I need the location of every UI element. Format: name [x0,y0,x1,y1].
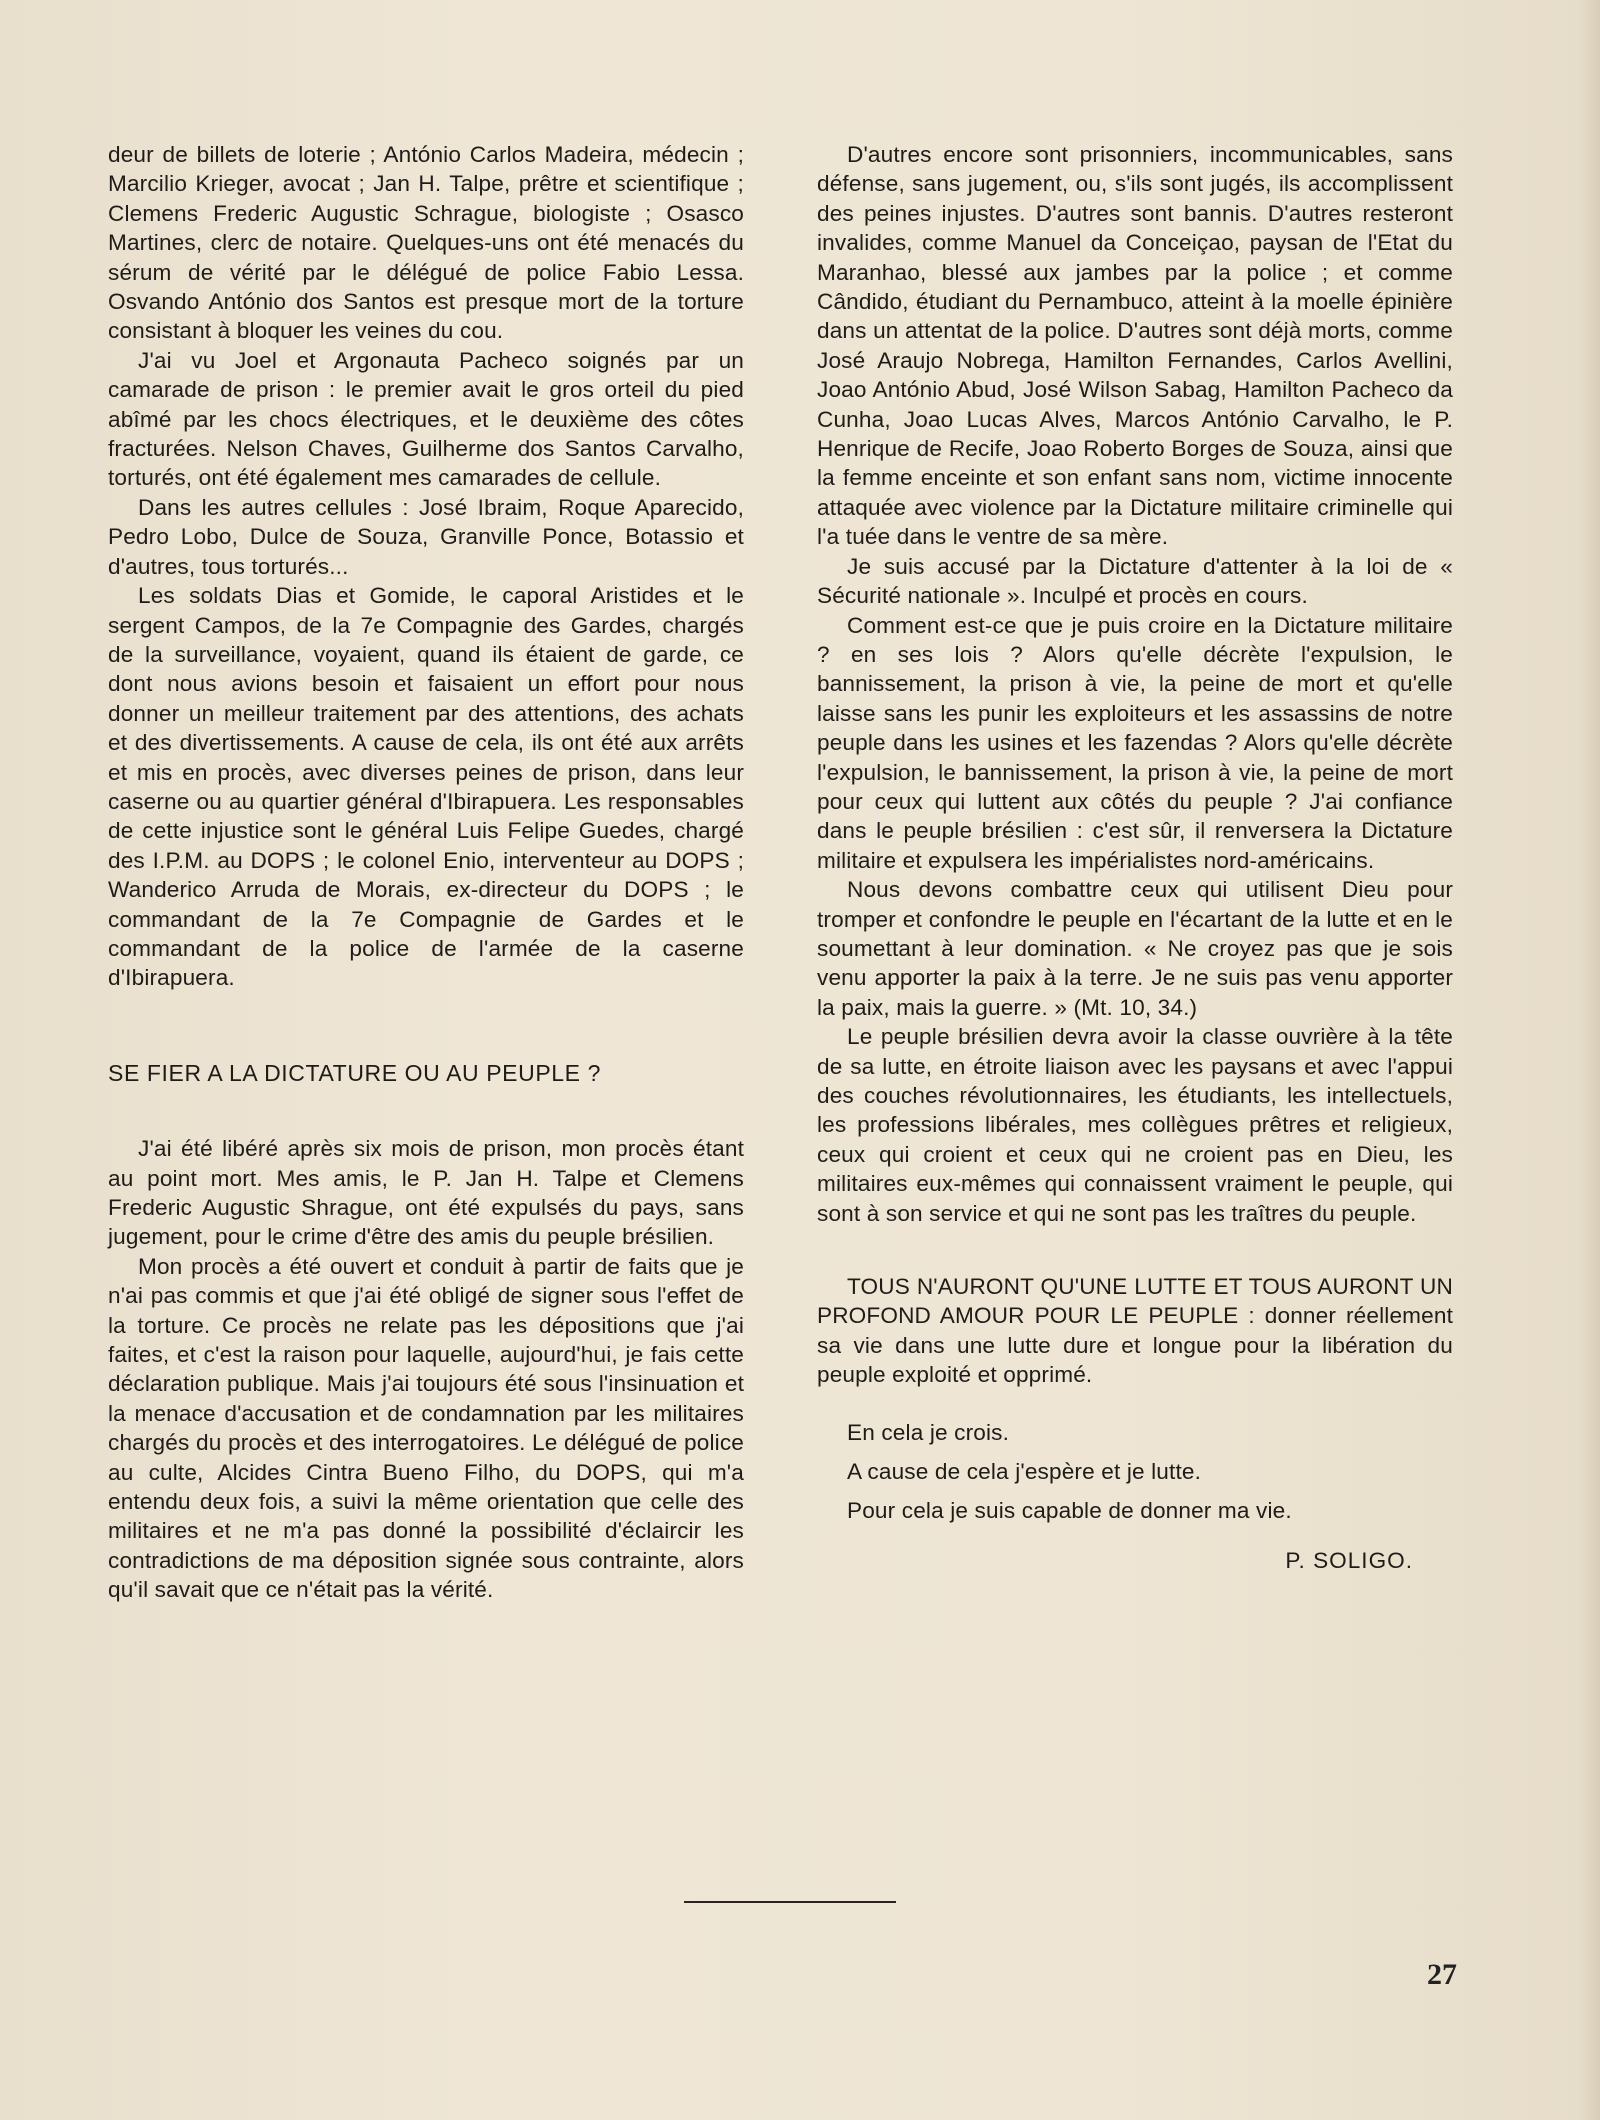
paragraph: Je suis accusé par la Dictature d'attenter à la loi de « Sécurité nationale ». Inculpé et procès en cours. [817,553,1453,609]
end-rule-divider [684,1901,896,1903]
creed-line: Pour cela je suis capable de donner ma vie. [847,1498,1292,1524]
paragraph: J'ai vu Joel et Argonauta Pacheco soignés par un camarade de prison : le premier avait le gros orteil du pied abîmé par les chocs électriques, et le deuxième des côtes fracturées. Nelson Chaves, Guilherme dos Santos Carvalho, torturés, ont été également mes camarades de cellule. [108,347,744,491]
page-edge-shadow [1578,0,1600,2120]
paragraph: Nous devons combattre ceux qui utilisent Dieu pour tromper et confondre le peuple en l'écartant de la lutte et en le soumettant à leur domination. « Ne croyez pas que je sois venu apporter la paix à la terre. Je ne suis pas venu apporter la paix, mais la guerre. » (Mt. 10, 34.) [817,877,1453,1020]
paragraph: deur de billets de loterie ; António Carlos Madeira, médecin ; Marcilio Krieger, avocat ; Jan H. Talpe, prêtre et scientifique ; Clemens Frederic Augustic Schrague, biologiste ; Osasco Martines, clerc de notaire. Quelques-uns ont été menacés du sérum de vérité par le délégué de police Fabio Lessa. Osvando António dos Santos est presque mort de la torture consistant à bloquer les veines du cou. [108,142,744,344]
paragraph: Comment est-ce que je puis croire en la Dictature militaire ? en ses lois ? Alors qu'elle décrète l'expulsion, le bannissement, la prison à vie, la peine de mort et qu'elle laisse sans les punir les exploiteurs et les assassins de notre peuple dans les usines et les fazendas ? Alors qu'elle décrète l'expulsion, le bannissement, la prison à vie, la peine de mort pour ceux qui luttent aux côtés du peuple ? J'ai confiance dans le peuple brésilien : c'est sûr, il renversera la Dictature militaire et expulsera les impérialistes nord-américains. [817,612,1453,873]
creed-line: A cause de cela j'espère et je lutte. [847,1459,1202,1485]
paragraph: Mon procès a été ouvert et conduit à partir de faits que je n'ai pas commis et que j'ai été obligé de signer sous l'effet de la torture. Ce procès ne relate pas les dépositions que j'ai faites, et c'est la raison pour laquelle, aujourd'hui, je fais cette déclaration publique. Mais j'ai toujours été sous l'insinuation et la menace d'accusation et de condamnation par les militaires chargés du procès et des interrogatoires. Le délégué de police au culte, Alcides Cintra Bueno Filho, du DOPS, qui m'a entendu deux fois, a suivi la même orientation que celle des militaires et ne m'a pas donné la possibilité d'éclaircir les contradictions de ma déposition signée sous contrainte, alors qu'il savait que ce n'était pas la vérité. [108,1253,744,1603]
paragraph: Les soldats Dias et Gomide, le caporal Aristides et le sergent Campos, de la 7e Compagnie des Gardes, chargés de la surveillance, voyaient, quand ils étaient de garde, ce dont nous avions besoin et faisaient un effort pour nous donner un meilleur traitement par des attentions, des achats et des divertissements. A cause de cela, ils ont été aux arrêts et mis en procès, avec diverses peines de prison, dans leur caserne ou au quartier général d'Ibirapuera. Les responsables de cette injustice sont le général Luis Felipe Guedes, chargé des I.P.M. au DOPS ; le colonel Enio, interventeur au DOPS ; Wanderico Arruda de Morais, ex-directeur du DOPS ; le commandant de la 7e Compagnie de Gardes et le commandant de la police de l'armée de la caserne d'Ibirapuera. [108,583,744,991]
section-title: SE FIER A LA DICTATURE OU AU PEUPLE ? [108,1059,601,1086]
left-column [108,140,744,1605]
page-number: 27 [1427,1958,1457,1991]
paragraph: D'autres encore sont prisonniers, incommunicables, sans défense, sans jugement, ou, s'ils sont jugés, ils accomplissent des peines injustes. D'autres sont bannis. D'autres resteront invalides, comme Manuel da Conceiçao, paysan de l'Etat du Maranhao, blessé aux jambes par la police ; et comme Cândido, étudiant du Pernambuco, atteint à la moelle épinière dans un attentat de la police. D'autres sont déjà morts, comme José Araujo Nobrega, Hamilton Fernandes, Carlos Avellini, Joao António Abud, José Wilson Sabag, Hamilton Pacheco da Cunha, Joao Lucas Alves, Marcos António Carvalho, le P. Henrique de Recife, Joao Roberto Borges de Souza, ainsi que la femme enceinte et son enfant sans nom, victime innocente attaquée avec violence par la Dictature militaire criminelle qui l'a tuée dans le ventre de sa mère. [817,142,1453,550]
signature: P. SOLIGO. [1285,1547,1413,1573]
right-column [817,140,1453,1575]
closing-paragraph: TOUS N'AURONT QU'UNE LUTTE ET TOUS AURONT UN PROFOND AMOUR POUR LE PEUPLE : donner réellement sa vie dans une lutte dure et longue pour la libération du peuple exploité et opprimé. [817,1274,1453,1388]
creed-line: En cela je crois. [847,1419,1010,1445]
paragraph: J'ai été libéré après six mois de prison, mon procès étant au point mort. Mes amis, le P. Jan H. Talpe et Clemens Frederic Augustic Shrague, ont été expulsés du pays, sans jugement, pour le crime d'être des amis du peuple brésilien. [108,1136,744,1250]
paragraph: Dans les autres cellules : José Ibraim, Roque Aparecido, Pedro Lobo, Dulce de Souza, Granville Ponce, Botassio et d'autres, tous torturés... [108,494,744,579]
paragraph: Le peuple brésilien devra avoir la classe ouvrière à la tête de sa lutte, en étroite liaison avec les paysans et avec l'appui des couches révolutionnaires, les étudiants, les intellectuels, les professions libérales, mes collègues prêtres et religieux, ceux qui croient et ceux qui ne croient pas en Dieu, les militaires eux-mêmes qui connaissent vraiment le peuple, qui sont à son service et qui ne sont pas les traîtres du peuple. [817,1024,1453,1226]
